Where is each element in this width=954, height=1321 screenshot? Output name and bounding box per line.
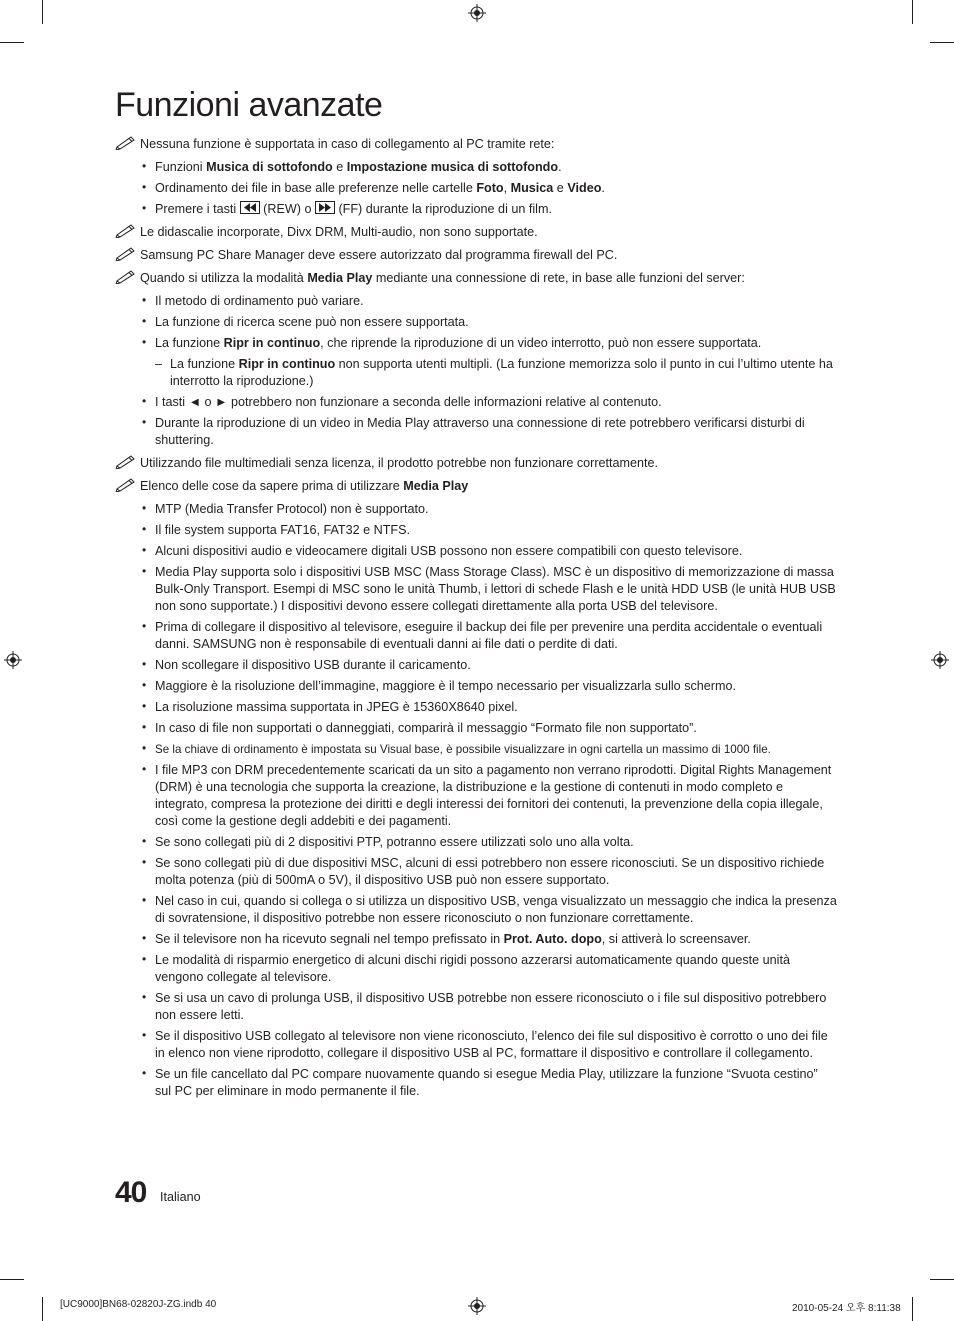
note-pencil-icon	[115, 453, 137, 469]
crop-mark	[0, 42, 24, 43]
list-item	[115, 834, 837, 851]
note-text: Elenco delle cose da sapere prima di utilizzare	[140, 479, 404, 493]
note-text: Samsung PC Share Manager deve essere autorizzato dal programma firewall del PC.	[140, 248, 618, 262]
text: Nel caso in cui, quando si collega o si utilizza un dispositivo USB, venga visualizzato un messaggio che indica la presenza di sovratensione, il dispositivo potrebbe non essere riconosciuto o non funzionare correttamente.	[155, 894, 837, 925]
list-item	[115, 335, 837, 352]
note	[115, 136, 837, 153]
note-pencil-icon	[115, 245, 137, 261]
text: Maggiore è la risoluzione dell’immagine, maggiore è il tempo necessario per visualizzarla sullo schermo.	[155, 679, 736, 693]
menu-term: Media Play	[403, 479, 469, 493]
text: .	[558, 160, 562, 174]
registration-mark-icon	[468, 1297, 486, 1315]
list-item	[115, 1066, 837, 1100]
crop-mark	[42, 0, 43, 24]
crop-mark	[912, 1297, 913, 1321]
menu-term: Musica di sottofondo	[206, 160, 333, 174]
list-item	[115, 893, 837, 927]
list-item	[115, 293, 837, 310]
list-item	[115, 741, 837, 758]
menu-term: Ripr in continuo	[223, 336, 321, 350]
rewind-key-icon	[240, 201, 260, 214]
registration-mark-icon	[4, 651, 22, 669]
text: Se il televisore non ha ricevuto segnali nel tempo prefissato in	[155, 932, 504, 946]
list-item	[115, 180, 837, 197]
menu-term: Foto	[476, 181, 504, 195]
text: (REW) o	[259, 202, 315, 216]
note	[115, 224, 837, 241]
list-item	[115, 501, 837, 518]
list-item	[115, 394, 837, 411]
print-slug-file: [UC9000]BN68-02820J-ZG.indb 40	[60, 1299, 217, 1310]
text: In caso di file non supportati o danneggiati, comparirà il messaggio “Formato file non supportato”.	[155, 721, 697, 735]
text: ,	[503, 181, 511, 195]
list-item	[115, 1028, 837, 1062]
text: Se sono collegati più di due dispositivi MSC, alcuni di essi potrebbero non essere riconosciuti. Se un dispositivo richiede molta potenza (più di 500mA o 5V), il dispositivo USB può non essere supportato.	[155, 856, 825, 887]
note	[115, 270, 837, 287]
registration-mark-icon	[931, 651, 949, 669]
menu-term: Musica	[510, 181, 554, 195]
list-item	[115, 931, 837, 948]
text: Se il dispositivo USB collegato al televisore non viene riconosciuto, l’elenco dei file sul dispositivo è corrotto o uno dei file in elenco non viene riprodotto, collegare il dispositivo USB al PC, formattare il dispositivo e controllare il collegamento.	[155, 1029, 828, 1060]
list-item	[115, 657, 837, 674]
note-text: Nessuna funzione è supportata in caso di collegamento al PC tramite rete:	[140, 137, 555, 151]
crop-mark	[912, 0, 913, 24]
text: .	[601, 181, 605, 195]
page-title: Funzioni avanzate	[115, 86, 383, 124]
menu-term: Video	[567, 181, 602, 195]
list-item	[115, 543, 837, 560]
fast-forward-key-icon	[315, 201, 335, 214]
list-item	[115, 314, 837, 331]
text: Se la chiave di ordinamento è impostata su Visual base, è possibile visualizzare in ogni cartella un massimo di 1000 file.	[155, 743, 771, 756]
note-text: Utilizzando file multimediali senza licenza, il prodotto potrebbe non funzionare correttamente.	[140, 456, 659, 470]
text: Ordinamento dei file in base alle preferenze nelle cartelle	[155, 181, 477, 195]
text: Se si usa un cavo di prolunga USB, il dispositivo USB potrebbe non essere riconosciuto o i file sul dispositivo potrebbero non essere letti.	[155, 991, 827, 1022]
text: (FF) durante la riproduzione di un film.	[334, 202, 552, 216]
text: La funzione	[155, 336, 224, 350]
page-language: Italiano	[160, 1190, 201, 1204]
registration-mark-icon	[468, 4, 486, 22]
crop-mark	[42, 1297, 43, 1321]
crop-mark	[930, 1279, 954, 1280]
text: Media Play supporta solo i dispositivi USB MSC (Mass Storage Class). MSC è un dispositivo di memorizzazione di massa Bulk-Only Transport. Esempi di MSC sono le unità Thumb, i lettori di schede Flash e le unità HDD USB (le unità HUB USB non sono supportate.) I dispositivi devono essere collegati direttamente alla porta USB del televisore.	[155, 565, 836, 613]
text: Se un file cancellato dal PC compare nuovamente quando si esegue Media Play, utilizzare la funzione “Svuota cestino” sul PC per eliminare in modo permanente il file.	[155, 1067, 818, 1098]
text: I file MP3 con DRM precedentemente scaricati da un sito a pagamento non verrano riprodotti. Digital Rights Management (DRM) è una tecnologia che supporta la creazione, la distribuzione e la gestione di contenuti in modo completo e integrato, compresa la protezione dei diritti e degli interessi dei fornitori dei contenuti, la prevenzione della copia illegale, così come la gestione degli addebiti e dei pagamenti.	[155, 763, 832, 828]
text: Se sono collegati più di 2 dispositivi PTP, potranno essere utilizzati solo uno alla volta.	[155, 835, 634, 849]
text: Alcuni dispositivi audio e videocamere digitali USB possono non essere compatibili con questo televisore.	[155, 544, 743, 558]
text: Le modalità di risparmio energetico di alcuni dischi rigidi possono azzerarsi automaticamente quando queste unità vengono collegate al televisore.	[155, 953, 790, 984]
text: La funzione	[170, 357, 239, 371]
list-item	[115, 619, 837, 653]
text: La risoluzione massima supportata in JPEG è 15360X8640 pixel.	[155, 700, 518, 714]
text: , che riprende la riproduzione di un video interrotto, può non essere supportata.	[320, 336, 762, 350]
list-item	[115, 952, 837, 986]
menu-term: Ripr in continuo	[238, 357, 336, 371]
list-item	[115, 990, 837, 1024]
list-item	[115, 762, 837, 830]
menu-term: Prot. Auto. dopo	[503, 932, 602, 946]
list-item	[115, 720, 837, 737]
crop-mark	[930, 42, 954, 43]
note	[115, 455, 837, 472]
note-pencil-icon	[115, 268, 137, 284]
note-text: mediante una connessione di rete, in base alle funzioni del server:	[372, 271, 745, 285]
note-pencil-icon	[115, 134, 137, 150]
sub-list-item	[115, 356, 837, 390]
note-text: Quando si utilizza la modalità	[140, 271, 308, 285]
text: Funzioni	[155, 160, 207, 174]
list-item	[115, 564, 837, 615]
note	[115, 478, 837, 495]
list-item	[115, 159, 837, 176]
list-item	[115, 699, 837, 716]
text: La funzione di ricerca scene può non essere supportata.	[155, 315, 469, 329]
list-item	[115, 855, 837, 889]
note-pencil-icon	[115, 476, 137, 492]
print-slug-date: 2010-05-24 오후 8:11:38	[792, 1303, 901, 1314]
menu-term: Media Play	[307, 271, 373, 285]
note-pencil-icon	[115, 222, 137, 238]
page-number: 40	[115, 1176, 147, 1209]
content	[115, 136, 837, 1104]
crop-mark	[0, 1279, 24, 1280]
menu-term: Impostazione musica di sottofondo	[346, 160, 559, 174]
text: MTP (Media Transfer Protocol) non è supportato.	[155, 502, 429, 516]
text: e	[332, 160, 347, 174]
text: Premere i tasti	[155, 202, 240, 216]
text: non supporta utenti multipli. (La funzione memorizza solo il punto in cui l’ultimo utente ha interrotto la riproduzione.)	[170, 357, 833, 388]
text: , si attiverà lo screensaver.	[601, 932, 751, 946]
list-item	[115, 522, 837, 539]
text: Durante la riproduzione di un video in Media Play attraverso una connessione di rete potrebbero verificarsi disturbi di shuttering.	[155, 416, 805, 447]
list-item	[115, 415, 837, 449]
text: Il file system supporta FAT16, FAT32 e NTFS.	[155, 523, 410, 537]
text: Prima di collegare il dispositivo al televisore, eseguire il backup dei file per prevenire una perdita accidentale o eventuali danni. SAMSUNG non è responsabile di eventuali danni ai file dati o perdite di dati.	[155, 620, 823, 651]
text: I tasti ◄ o ► potrebbero non funzionare a seconda delle informazioni relative al contenuto.	[155, 395, 662, 409]
text: Il metodo di ordinamento può variare.	[155, 294, 364, 308]
list-item	[115, 201, 837, 218]
list-item	[115, 678, 837, 695]
note	[115, 247, 837, 264]
note-text: Le didascalie incorporate, Divx DRM, Multi-audio, non sono supportate.	[140, 225, 538, 239]
text: Non scollegare il dispositivo USB durante il caricamento.	[155, 658, 471, 672]
text: e	[553, 181, 568, 195]
